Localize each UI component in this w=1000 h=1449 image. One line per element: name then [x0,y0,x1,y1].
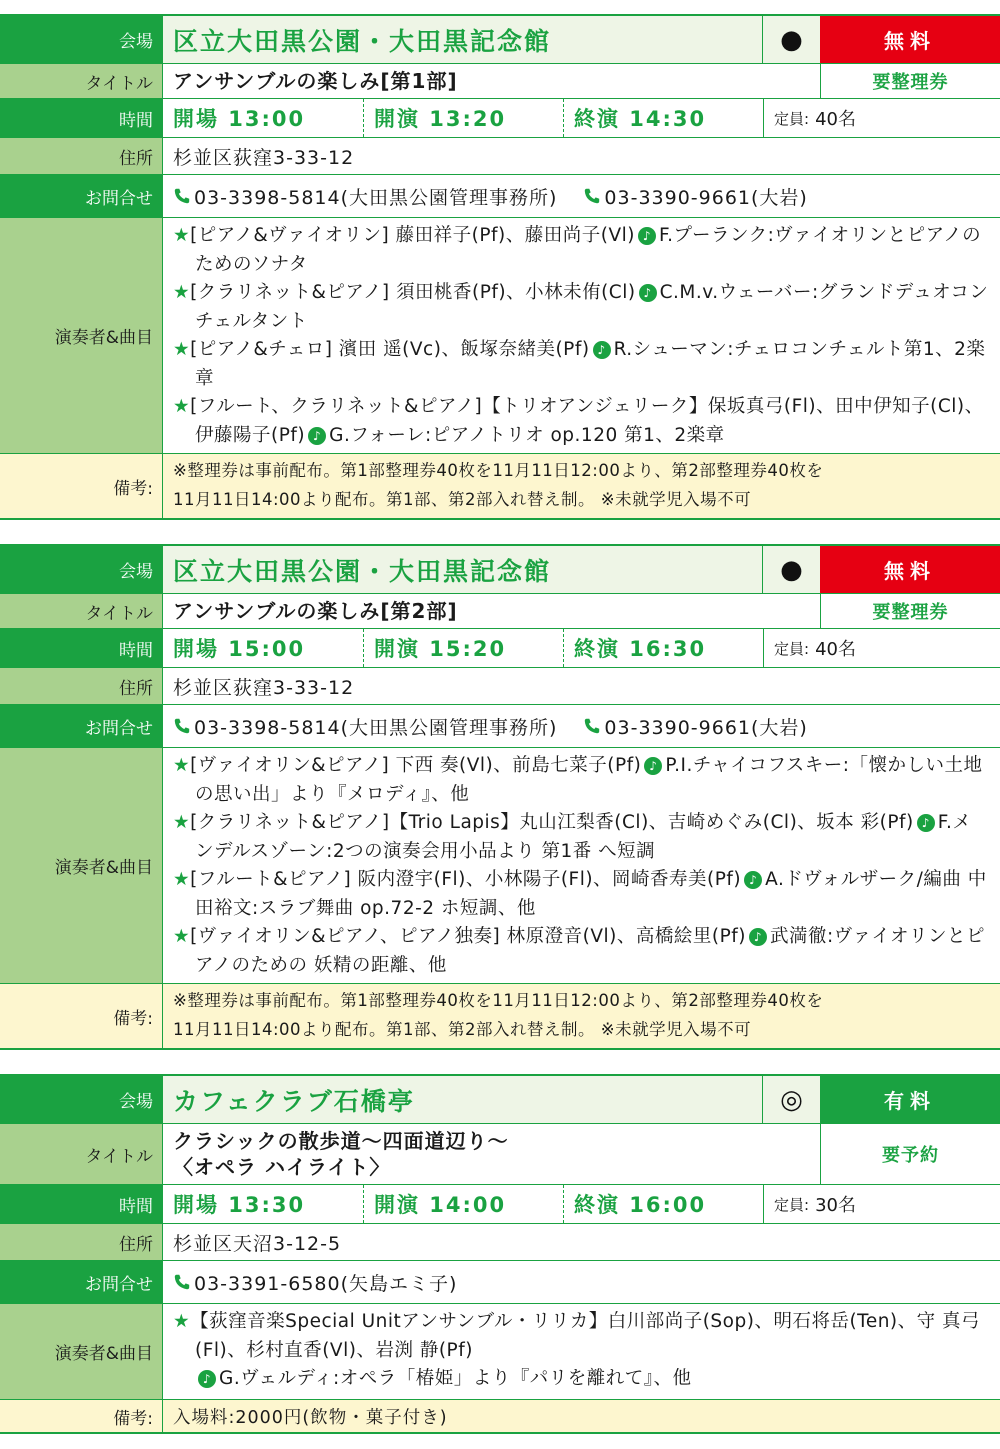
remarks-line: 入場料:2000円(飲物・菓子付き) [173,1407,448,1428]
music-note-icon: ♪ [917,814,935,832]
remarks-line: ※整理券は事前配布。第1部整理券40枚を11月11日12:00より、第2部整理券40枚を [173,991,824,1010]
contact-1: 03-3398-5814(大田黒公園管理事務所) [194,186,558,209]
performers-label: 演奏者&曲目 [0,748,162,983]
event-title: アンサンブルの楽しみ[第2部] [173,599,458,623]
performer-item: ★[ヴァイオリン&ピアノ] 下西 奏(Vl)、前島七菜子(Pf) ♪ P.I.チャイコフスキー:「懐かしい土地の思い出」より『メロディ』、他 [173,755,983,805]
performer-item: ★[クラリネット&ピアノ] 須田桃香(Pf)、小林未侑(Cl) ♪ C.M.v.ウェーバー:グランドデュオコンチェルタント [173,282,989,332]
end-time: 終演 16:00 [563,1185,763,1223]
address: 杉並区天沼3-12-5 [173,1232,342,1255]
venue-name: 区立大田黒公園・大田黒記念館 [173,26,552,56]
doors-open-time: 開場 13:30 [173,1193,306,1217]
music-note-icon: ♪ [638,227,656,245]
performer-item: ★[ヴァイオリン&ピアノ、ピアノ独奏] 林原澄音(Vl)、高橋絵里(Pf) ♪ 武満徹:ヴァイオリンとピアノのための 妖精の距離、他 [173,926,985,976]
start-time: 開演 14:00 [363,1185,563,1223]
venue-label: 会場 [0,1076,162,1123]
doors-open-time: 開場 15:00 [173,637,306,661]
time-label: 時間 [0,99,162,137]
title-label: タイトル [0,64,162,98]
star-icon: ★ [173,225,191,246]
phone-icon [173,1273,191,1291]
venue-name: カフェクラブ石橋亭 [173,1086,415,1116]
event-subtitle: 〈オペラ ハイライト〉 [173,1155,391,1179]
star-icon: ★ [173,282,191,303]
star-icon: ★ [173,396,191,417]
remarks-line: 11月11日14:00より配布。第1部、第2部入れ替え制。 ※未就学児入場不可 [173,1020,752,1039]
star-icon: ★ [173,1311,191,1332]
fee-badge: 無料 [820,546,1000,593]
performer-item: ★【荻窪音楽Special Unitアンサンブル・リリカ】白川部尚子(Sop)、明石将岳(Ten)、守 真弓(Fl)、杉村直香(Vl)、岩渕 静(Pf) ♪ G.ヴェルディ:オペラ「椿姫」より『パリを離れて』、他 [173,1311,981,1389]
phone-icon [583,187,601,205]
music-note-icon: ♪ [593,341,611,359]
end-time: 終演 14:30 [563,99,763,137]
music-note-icon: ♪ [639,284,657,302]
star-icon: ★ [173,812,191,833]
phone-icon [173,717,191,735]
star-icon: ★ [173,339,191,360]
contact-label: お問合せ [0,1261,162,1303]
music-note-icon: ♪ [198,1370,216,1388]
contact-2: 03-3390-9661(大岩) [604,716,808,739]
contact-2: 03-3390-9661(大岩) [604,186,808,209]
accessibility-mark: ● [762,546,820,593]
remarks-line: 11月11日14:00より配布。第1部、第2部入れ替え制。 ※未就学児入場不可 [173,490,752,509]
fee-badge: 有料 [820,1076,1000,1123]
phone-icon [173,187,191,205]
end-time: 終演 16:30 [563,629,763,667]
address-label: 住所 [0,138,162,174]
capacity: 定員: 40名 [763,99,1000,137]
event-title: クラシックの散歩道〜四面道辺り〜 [173,1129,509,1153]
ticket-requirement: 要予約 [820,1124,1000,1184]
performer-item: ★[フルート&ピアノ] 阪内澄宇(Fl)、小林陽子(Fl)、岡崎香寿美(Pf) ♪ A.ドヴォルザーク/編曲 中田裕文:スラブ舞曲 op.72-2 ホ短調、他 [173,869,987,919]
remarks-label: 備考: [0,454,162,518]
music-note-icon: ♪ [308,427,326,445]
performers-label: 演奏者&曲目 [0,1304,162,1399]
music-note-icon: ♪ [749,928,767,946]
ticket-requirement: 要整理券 [820,64,1000,98]
performer-item: ★[ピアノ&チェロ] 濱田 遥(Vc)、飯塚奈緒美(Pf) ♪ R.シューマン:チェロコンチェルト第1、2楽章 [173,339,986,389]
address-label: 住所 [0,668,162,704]
remarks-line: ※整理券は事前配布。第1部整理券40枚を11月11日12:00より、第2部整理券40枚を [173,461,824,480]
contact-label: お問合せ [0,705,162,747]
event-card-2 [0,544,1000,1050]
performers-label: 演奏者&曲目 [0,218,162,453]
capacity: 定員: 30名 [763,1185,1000,1223]
capacity: 定員: 40名 [763,629,1000,667]
remarks-label: 備考: [0,984,162,1048]
accessibility-mark: ● [762,16,820,63]
star-icon: ★ [173,869,191,890]
remarks-label: 備考: [0,1400,162,1432]
time-label: 時間 [0,629,162,667]
contact-label: お問合せ [0,175,162,217]
contact-1: 03-3391-6580(矢島エミ子) [194,1272,458,1295]
event-card-1 [0,14,1000,520]
ticket-requirement: 要整理券 [820,594,1000,628]
venue-label: 会場 [0,16,162,63]
contact-1: 03-3398-5814(大田黒公園管理事務所) [194,716,558,739]
event-card-3 [0,1074,1000,1434]
event-title: アンサンブルの楽しみ[第1部] [173,69,458,93]
phone-icon [583,717,601,735]
fee-badge: 無料 [820,16,1000,63]
doors-open-time: 開場 13:00 [173,107,306,131]
performer-item: ★[フルート、クラリネット&ピアノ]【トリオアンジェリーク】保坂真弓(Fl)、田中伊知子(Cl)、伊藤陽子(Pf) ♪ G.フォーレ:ピアノトリオ op.120 第1、2楽章 [173,396,984,446]
start-time: 開演 15:20 [363,629,563,667]
performer-item: ★[ピアノ&ヴァイオリン] 藤田祥子(Pf)、藤田尚子(Vl) ♪ F.プーランク:ヴァイオリンとピアノのためのソナタ [173,225,982,275]
address: 杉並区荻窪3-33-12 [173,676,355,699]
address: 杉並区荻窪3-33-12 [173,146,355,169]
music-note-icon: ♪ [744,871,762,889]
start-time: 開演 13:20 [363,99,563,137]
title-label: タイトル [0,594,162,628]
performer-item: ★[クラリネット&ピアノ]【Trio Lapis】丸山江梨香(Cl)、吉崎めぐみ(Cl)、坂本 彩(Pf) ♪ F.メンデルスゾーン:2つの演奏会用小品より 第1番 へ短調 [173,812,972,862]
star-icon: ★ [173,926,191,947]
title-label: タイトル [0,1124,162,1184]
accessibility-mark: ◎ [762,1076,820,1123]
venue-name: 区立大田黒公園・大田黒記念館 [173,556,552,586]
time-label: 時間 [0,1185,162,1223]
music-note-icon: ♪ [644,757,662,775]
star-icon: ★ [173,755,191,776]
address-label: 住所 [0,1224,162,1260]
venue-label: 会場 [0,546,162,593]
